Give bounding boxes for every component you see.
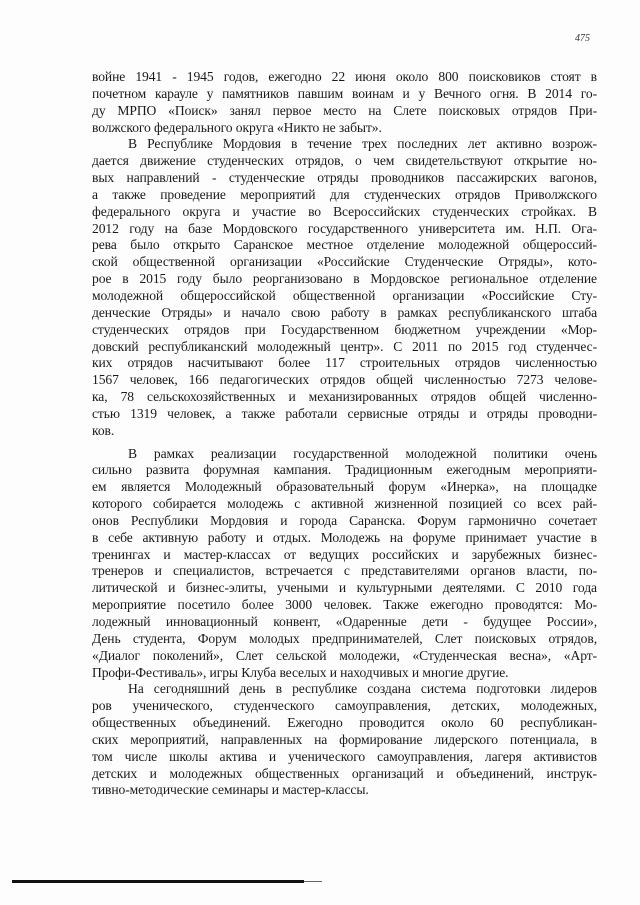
text-line: На сегодняшний день в республике создана система подготовки лидеров — [128, 681, 597, 697]
text-line: лодежный инновационный конвент, «Одаренные дети - будущее России», — [92, 614, 597, 629]
text-line: войне 1941 - 1945 годов, ежегодно 22 июня около 800 поисковиков стоят в — [92, 69, 597, 84]
text-line: в себе активную работу и отдых. Молодежь на форуме принимает участие в — [92, 529, 597, 545]
footer-rule — [12, 880, 304, 883]
text-body — [92, 69, 597, 799]
text-line: денческие Отряды» и начало свою работу в рамках республиканского штаба — [92, 304, 597, 320]
text-line: детских и молодежных общественных организаций и объединений, инструк- — [92, 765, 597, 781]
text-line: ких отрядов насчитывают более 117 строительных отрядов численностью — [92, 355, 597, 371]
text-line: дается движение студенческих отрядов, о чем свидетельствуют открытие но- — [92, 153, 597, 169]
text-line: довский республиканский молодежный центр». С 2011 по 2015 год студенчес- — [92, 338, 597, 354]
text-line: День студента, Форум молодых предпринимателей, Слет поисковых отрядов, — [92, 630, 597, 646]
text-line: 1567 человек, 166 педагогических отрядов общей численностью 7273 челове- — [92, 372, 597, 388]
text-line: федерального округа и участие во Всероссийских студенческих стройках. В — [92, 203, 597, 219]
text-line: В рамках реализации государственной молодежной политики очень — [128, 445, 597, 461]
text-line: ской общественной организации «Российские Студенческие Отряды», кото- — [92, 254, 597, 270]
text-line: ров ученического, студенческого самоуправления, детских, молодежных, — [92, 698, 597, 714]
text-line: тивно-методические семинары и мастер-классы. — [92, 782, 369, 798]
text-line: ков. — [92, 422, 115, 438]
text-line: ем является Молодежный образовательный форум «Инерка», на площадке — [92, 479, 597, 495]
text-line: онов Республики Мордовия и города Саранска. Форум гармонично сочетает — [92, 512, 597, 528]
text-line: стью 1319 человек, а также работали сервисные отряды и отряды проводни- — [92, 405, 597, 421]
text-line: а также проведение мероприятий для студенческих отрядов Приволжского — [92, 186, 597, 202]
text-line: волжского федерального округа «Никто не забыт». — [92, 119, 382, 135]
text-line: сильно развита форумная кампания. Традиционным ежегодным мероприяти- — [92, 462, 597, 478]
text-line: которого собирается молодежь с активной жизненной позицией со всех рай- — [92, 496, 597, 512]
footer-rule-tail — [304, 881, 322, 882]
text-line: тренеров и специалистов, встречается с представителями органов власти, по- — [92, 563, 597, 579]
text-line: литической и бизнес-элиты, учеными и культурными деятелями. С 2010 года — [92, 580, 597, 596]
paragraph — [92, 69, 597, 136]
text-line: 2012 году на базе Мордовского государственного университета им. Н.П. Ога- — [92, 220, 597, 236]
text-line: вых направлений - студенческие отряды проводников пассажирских вагонов, — [92, 170, 597, 186]
text-line: том числе школы актива и ученического самоуправления, лагеря активистов — [92, 748, 597, 764]
text-line: «Диалог поколений», Слет сельской молодежи, «Студенческая весна», «Арт- — [92, 647, 597, 663]
text-line: ских мероприятий, направленных на формирование лидерского потенциала, в — [92, 731, 597, 747]
text-line: ка, 78 сельскохозяйственных и механизированных отрядов общей численно- — [92, 389, 597, 405]
text-line: Профи-Фестиваль», игры Клуба веселых и находчивых и многие другие. — [92, 664, 509, 680]
text-line: молодежной общероссийской общественной организации «Российские Сту- — [92, 287, 597, 303]
text-line: тренингах и мастер-классах от ведущих российских и зарубежных бизнес- — [92, 546, 597, 562]
paragraph — [92, 681, 597, 799]
text-line: рое в 2015 году было реорганизовано в Мордовское региональное отделение — [92, 271, 597, 287]
text-line: рева было открыто Саранское местное отделение молодежной общероссий- — [92, 237, 597, 253]
text-line: студенческих отрядов при Государственном бюджетном учреждении «Мор- — [92, 321, 597, 337]
text-line: ду МРПО «Поиск» занял первое место на Слете поисковых отрядов При- — [92, 102, 597, 118]
paragraph — [92, 446, 597, 682]
page-number: 475 — [575, 33, 590, 44]
text-line: мероприятие посетило более 3000 человек. Также ежегодно проводятся: Мо- — [92, 597, 597, 613]
text-line: общественных объединений. Ежегодно проводится около 60 республикан- — [92, 715, 597, 731]
text-line: почетном карауле у памятников павшим воинам и у Вечного огня. В 2014 го- — [92, 85, 597, 101]
paragraph — [92, 136, 597, 439]
text-line: В Республике Мордовия в течение трех последних лет активно возрож- — [128, 136, 597, 152]
